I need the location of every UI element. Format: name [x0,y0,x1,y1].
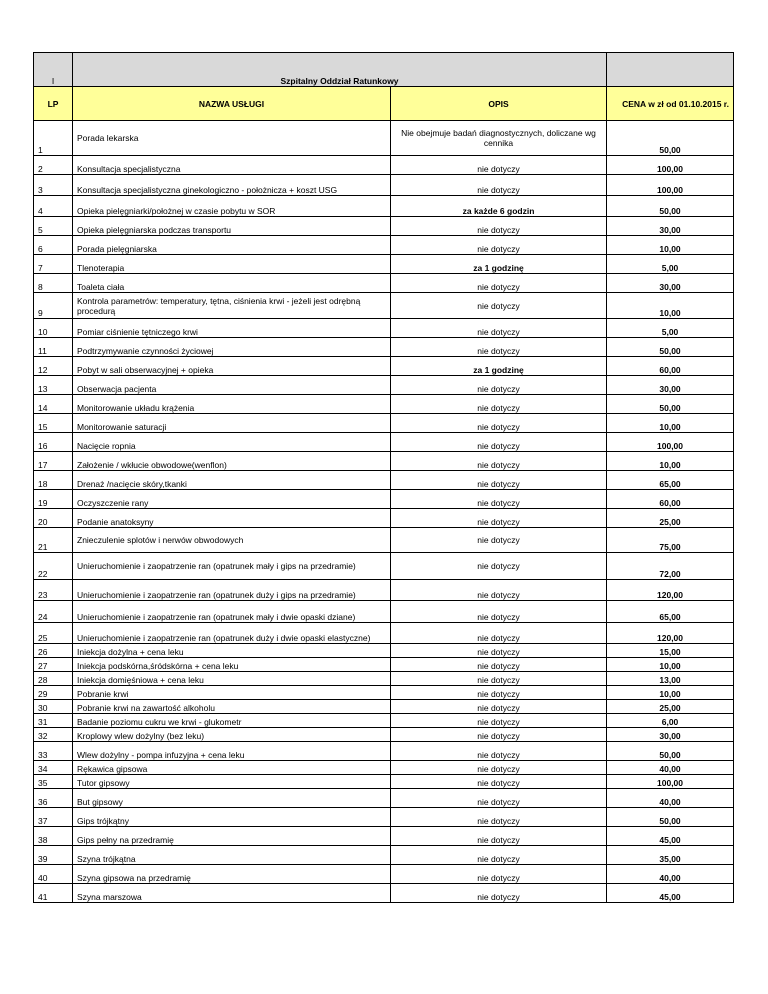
row-lp: 24 [34,601,73,623]
row-description: nie dotyczy [391,761,607,775]
table-row [34,789,734,808]
table-row [34,156,734,175]
table-row [34,623,734,644]
row-price: 50,00 [607,338,734,357]
row-service-name: Iniekcja podskórna,śródskórna + cena leku [73,658,391,672]
row-lp: 1 [34,121,73,156]
row-price: 50,00 [607,808,734,827]
table-row [34,217,734,236]
row-lp: 8 [34,274,73,293]
row-description: nie dotyczy [391,490,607,509]
row-description: nie dotyczy [391,528,607,553]
table-row [34,376,734,395]
row-price: 100,00 [607,433,734,452]
row-lp: 5 [34,217,73,236]
row-price: 65,00 [607,601,734,623]
row-service-name: Pobranie krwi na zawartość alkoholu [73,700,391,714]
row-service-name: Unieruchomienie i zaopatrzenie ran (opatrunek mały i gips na przedramie) [73,553,391,580]
row-description: nie dotyczy [391,236,607,255]
row-price: 10,00 [607,236,734,255]
row-description: nie dotyczy [391,433,607,452]
row-price: 13,00 [607,672,734,686]
row-lp: 41 [34,884,73,903]
row-lp: 6 [34,236,73,255]
row-description: nie dotyczy [391,553,607,580]
row-lp: 29 [34,686,73,700]
table-row [34,319,734,338]
row-service-name: Tlenoterapia [73,255,391,274]
table-row [34,580,734,601]
table-row [34,338,734,357]
row-lp: 37 [34,808,73,827]
row-description: nie dotyczy [391,865,607,884]
row-service-name: Konsultacja specjalistyczna ginekologiczno - położnicza + koszt USG [73,175,391,196]
row-service-name: Unieruchomienie i zaopatrzenie ran (opatrunek mały i dwie opaski dziane) [73,601,391,623]
row-price: 5,00 [607,255,734,274]
row-price: 100,00 [607,175,734,196]
row-service-name: Badanie poziomu cukru we krwi - glukometr [73,714,391,728]
row-description: nie dotyczy [391,846,607,865]
row-price: 40,00 [607,789,734,808]
row-lp: 27 [34,658,73,672]
table-row [34,775,734,789]
row-lp: 26 [34,644,73,658]
table-row [34,196,734,217]
table-row [34,761,734,775]
table-row [34,471,734,490]
row-price: 65,00 [607,471,734,490]
row-service-name: But gipsowy [73,789,391,808]
row-price: 10,00 [607,414,734,433]
table-row [34,175,734,196]
row-price: 15,00 [607,644,734,658]
row-lp: 14 [34,395,73,414]
row-lp: 36 [34,789,73,808]
row-service-name: Toaleta ciała [73,274,391,293]
row-service-name: Kontrola parametrów: temperatury, tętna, ciśnienia krwi - jeżeli jest odrębną procedurą [73,293,391,319]
table-row [34,553,734,580]
row-lp: 16 [34,433,73,452]
table-row [34,528,734,553]
section-header-empty-cell [607,53,734,87]
table-row [34,672,734,686]
row-lp: 13 [34,376,73,395]
row-service-name: Kroplowy wlew dożylny (bez leku) [73,728,391,742]
row-price: 6,00 [607,714,734,728]
row-price: 10,00 [607,658,734,672]
table-row [34,490,734,509]
table-row [34,433,734,452]
table-row [34,121,734,156]
row-price: 10,00 [607,686,734,700]
table-row [34,395,734,414]
row-lp: 30 [34,700,73,714]
table-row [34,644,734,658]
section-header-row [34,53,734,87]
row-description: nie dotyczy [391,217,607,236]
column-header-cena: CENA w zł od 01.10.2015 r. [607,87,734,121]
row-service-name: Pobyt w sali obserwacyjnej + opieka [73,357,391,376]
row-price: 60,00 [607,357,734,376]
row-lp: 33 [34,742,73,761]
row-lp: 9 [34,293,73,319]
row-price: 50,00 [607,395,734,414]
row-description: za 1 godzinę [391,255,607,274]
row-lp: 22 [34,553,73,580]
row-description: nie dotyczy [391,452,607,471]
row-service-name: Oczyszczenie rany [73,490,391,509]
row-lp: 25 [34,623,73,644]
table-row [34,865,734,884]
row-description: nie dotyczy [391,775,607,789]
table-row [34,658,734,672]
row-description: nie dotyczy [391,175,607,196]
row-price: 40,00 [607,761,734,775]
row-description: nie dotyczy [391,658,607,672]
row-service-name: Pomiar ciśnienie tętniczego krwi [73,319,391,338]
row-description: nie dotyczy [391,376,607,395]
row-description: nie dotyczy [391,156,607,175]
row-description: nie dotyczy [391,319,607,338]
row-service-name: Założenie / wkłucie obwodowe(wenflon) [73,452,391,471]
row-lp: 35 [34,775,73,789]
table-row [34,274,734,293]
row-service-name: Rękawica gipsowa [73,761,391,775]
row-description: nie dotyczy [391,623,607,644]
row-lp: 3 [34,175,73,196]
column-header-lp: LP [34,87,73,121]
row-service-name: Drenaż /nacięcie skóry,tkanki [73,471,391,490]
row-service-name: Szyna gipsowa na przedramię [73,865,391,884]
row-lp: 11 [34,338,73,357]
table-row [34,509,734,528]
table-row [34,742,734,761]
row-service-name: Podanie anatoksyny [73,509,391,528]
row-description: za każde 6 godzin [391,196,607,217]
row-price: 5,00 [607,319,734,338]
row-price: 25,00 [607,509,734,528]
row-lp: 2 [34,156,73,175]
row-description: nie dotyczy [391,700,607,714]
table-row [34,601,734,623]
row-service-name: Porada lekarska [73,121,391,156]
table-row [34,414,734,433]
row-lp: 12 [34,357,73,376]
row-description: nie dotyczy [391,789,607,808]
row-price: 45,00 [607,827,734,846]
row-lp: 20 [34,509,73,528]
row-description: nie dotyczy [391,293,607,319]
row-description: nie dotyczy [391,808,607,827]
row-service-name: Unieruchomienie i zaopatrzenie ran (opatrunek duży i gips na przedramie) [73,580,391,601]
row-description: nie dotyczy [391,742,607,761]
row-service-name: Pobranie krwi [73,686,391,700]
row-lp: 19 [34,490,73,509]
section-number: I [34,53,73,87]
row-lp: 21 [34,528,73,553]
row-service-name: Unieruchomienie i zaopatrzenie ran (opatrunek duży i dwie opaski elastyczne) [73,623,391,644]
row-lp: 32 [34,728,73,742]
row-service-name: Podtrzymywanie czynności życiowej [73,338,391,357]
row-service-name: Monitorowanie układu krążenia [73,395,391,414]
row-price: 60,00 [607,490,734,509]
table-row [34,846,734,865]
row-lp: 10 [34,319,73,338]
row-description: nie dotyczy [391,601,607,623]
row-description: nie dotyczy [391,414,607,433]
row-description: nie dotyczy [391,672,607,686]
row-description: nie dotyczy [391,644,607,658]
row-price: 35,00 [607,846,734,865]
table-row [34,884,734,903]
row-lp: 39 [34,846,73,865]
row-service-name: Iniekcja domięśniowa + cena leku [73,672,391,686]
row-description: nie dotyczy [391,884,607,903]
table-row [34,700,734,714]
row-description: nie dotyczy [391,827,607,846]
row-price: 72,00 [607,553,734,580]
row-service-name: Tutor gipsowy [73,775,391,789]
row-price: 45,00 [607,884,734,903]
row-service-name: Znieczulenie splotów i nerwów obwodowych [73,528,391,553]
row-description: nie dotyczy [391,274,607,293]
row-service-name: Gips pełny na przedramię [73,827,391,846]
row-service-name: Opieka pielęgniarska podczas transportu [73,217,391,236]
row-lp: 15 [34,414,73,433]
row-price: 30,00 [607,728,734,742]
row-price: 30,00 [607,274,734,293]
row-service-name: Monitorowanie saturacji [73,414,391,433]
row-service-name: Szyna marszowa [73,884,391,903]
row-lp: 31 [34,714,73,728]
row-description: nie dotyczy [391,728,607,742]
row-price: 25,00 [607,700,734,714]
section-title: Szpitalny Oddział Ratunkowy [73,53,607,87]
row-service-name: Porada pielęgniarska [73,236,391,255]
row-description: za 1 godzinę [391,357,607,376]
row-price: 50,00 [607,742,734,761]
row-price: 100,00 [607,156,734,175]
row-lp: 28 [34,672,73,686]
row-price: 75,00 [607,528,734,553]
table-row [34,255,734,274]
row-lp: 17 [34,452,73,471]
row-price: 40,00 [607,865,734,884]
row-lp: 18 [34,471,73,490]
row-price: 120,00 [607,623,734,644]
row-lp: 38 [34,827,73,846]
row-description: nie dotyczy [391,714,607,728]
row-price: 50,00 [607,121,734,156]
row-service-name: Szyna trójkątna [73,846,391,865]
row-service-name: Gips trójkątny [73,808,391,827]
table-row [34,236,734,255]
row-price: 10,00 [607,293,734,319]
row-description: nie dotyczy [391,471,607,490]
row-service-name: Konsultacja specjalistyczna [73,156,391,175]
row-description: nie dotyczy [391,509,607,528]
row-price: 10,00 [607,452,734,471]
row-description: nie dotyczy [391,580,607,601]
row-lp: 7 [34,255,73,274]
row-service-name: Wlew dożylny - pompa infuzyjna + cena leku [73,742,391,761]
column-header-opis: OPIS [391,87,607,121]
table-row [34,357,734,376]
row-price: 120,00 [607,580,734,601]
row-service-name: Iniekcja dożylna + cena leku [73,644,391,658]
row-lp: 23 [34,580,73,601]
table-row [34,714,734,728]
row-description: Nie obejmuje badań diagnostycznych, doliczane wg cennika [391,121,607,156]
row-price: 50,00 [607,196,734,217]
column-header-name: NAZWA USŁUGI [73,87,391,121]
price-list-table [33,52,734,903]
column-header-row [34,87,734,121]
row-lp: 40 [34,865,73,884]
row-service-name: Obserwacja pacjenta [73,376,391,395]
row-description: nie dotyczy [391,395,607,414]
row-description: nie dotyczy [391,338,607,357]
table-row [34,808,734,827]
table-row [34,827,734,846]
row-service-name: Opieka pielęgniarki/położnej w czasie pobytu w SOR [73,196,391,217]
row-price: 30,00 [607,217,734,236]
table-row [34,452,734,471]
table-row [34,293,734,319]
table-row [34,728,734,742]
row-price: 30,00 [607,376,734,395]
row-price: 100,00 [607,775,734,789]
row-lp: 4 [34,196,73,217]
row-service-name: Nacięcie ropnia [73,433,391,452]
row-description: nie dotyczy [391,686,607,700]
row-lp: 34 [34,761,73,775]
table-row [34,686,734,700]
